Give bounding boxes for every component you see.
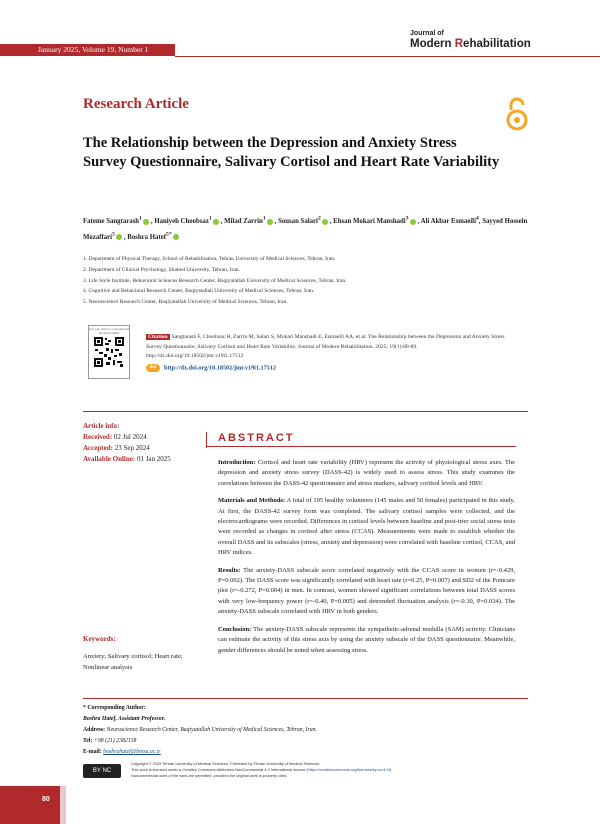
corresponding-rule [83, 698, 528, 699]
journal-big-1: Modern [410, 38, 455, 50]
author-name: Fateme Sangtarash [83, 218, 140, 226]
online-date: 01 Jan 2025 [136, 455, 171, 463]
abstract-rule [206, 446, 516, 447]
received-row [83, 432, 171, 443]
author-name: Sousan Salari [278, 218, 318, 226]
abstract-results [218, 566, 515, 618]
intro-text: Cortisol and heart rate variability (HRV) represent the activity of physiological stress axes. The depression and anxiety stress survey (DASS-42) is widely used to assess stress. This study examines the correlations between the DASS-42 questionnaire and stress markers, salivary cortisol levels and HRV. [218, 459, 516, 487]
corresponding-author [83, 703, 528, 758]
keywords-heading: Keywords: [83, 635, 116, 643]
orcid-icon[interactable] [322, 219, 328, 225]
author-7[interactable] [127, 231, 180, 241]
issue-label: January 2025, Volume 19, Number 1 [38, 45, 149, 54]
author-3[interactable]: Sousan Salari$^2$ , [278, 216, 334, 226]
corresponding-name: Boshra Hatef, Assistant Professor. [83, 716, 166, 722]
citation-text: Sangtarash F, Choobsaz H, Zarrin M, Salari S, Mokari Manshadi E, Esmaeili AA, et al. The Relationship between the Depression and Anxiety Stress Survey Questionnaire, Salivary Cortisol and Heart Rate Variability. Journal of Modern Rehabilitation. 2025; 19(1):80-89. http://dx.doi.org/10.18502/jmr.v19i1.17512 [146, 334, 505, 359]
author-5[interactable]: Ali Akbar Esmaeili$^4$, [420, 216, 483, 226]
qr-code[interactable] [88, 325, 130, 379]
address-label: Address: [83, 727, 106, 733]
author-sup: 4 [475, 216, 479, 222]
accepted-label: Accepted: [83, 444, 113, 452]
author-name: Ali Akbar Esmaeili [420, 218, 476, 226]
journal-big-2: ehabilitation [463, 38, 531, 50]
page-number-strip [60, 786, 66, 824]
citation-block [146, 333, 516, 362]
abstract-methods [218, 496, 515, 558]
conclusion-text: The anxiety-DASS subscale represents the sympathetic-adrenal medulla (SAM) activity. Clinicians can estimate the activity of this stress axis by using the anxiety subscale of the DASS questionnaire. Meanwhile, gender differences should be noted when assessing stress. [218, 625, 515, 654]
affiliation: 1. Department of Physical Therapy, School of Rehabilitation, Tehran University of Medical Sciences, Tehran, Iran. [83, 256, 336, 262]
author-sup: 1 [139, 216, 142, 222]
cc-license-icon[interactable]: BY NC [83, 764, 121, 778]
journal-big [410, 38, 531, 50]
qr-icon [94, 337, 124, 367]
doi-icon: doi [146, 364, 160, 372]
online-label: Available Online: [83, 455, 136, 463]
author-0[interactable]: Fateme Sangtarash$^1$ , [83, 216, 155, 226]
author-name: Sayyed Hossein Mozaffari [83, 218, 528, 241]
results-label: Results: [218, 566, 241, 574]
intro-label: Introduction: [218, 459, 256, 466]
affiliation: 5. Neuroscience Research Center, Baqiyatallah University of Medical Sciences, Tehran, Iran. [83, 299, 288, 306]
page-number: 80 [42, 796, 50, 803]
article-info-heading: Article info: [83, 422, 120, 430]
abstract-body [218, 458, 515, 663]
qr-caption: Use your device to scan and read the article online [89, 327, 129, 335]
orcid-icon[interactable] [213, 219, 219, 225]
tel-value: +98 (21) 2382158 [93, 738, 137, 744]
orcid-icon[interactable] [173, 234, 179, 240]
author-6[interactable]: Sayyed Hossein Mozaffari$^5$ , [83, 218, 528, 241]
author-1[interactable]: Haniyeh Choobsaz$^1$ , [154, 216, 225, 226]
affiliation: 2. Department of Clinical Psychology, Shahed University, Tehran, Iran. [83, 266, 240, 273]
citation-label: Citation [148, 334, 168, 340]
orcid-icon[interactable] [410, 219, 416, 225]
affiliation: 3. Life Style Institute, Behavioral Sciences Research Center, Baqiyatallah University of Medical Sciences, Tehran, Iran. [83, 277, 347, 284]
license-line-2a: This work is licensed under a Creative Commons Attribution-NonCommercial 4.0 International license ( [131, 767, 308, 772]
license-text [131, 761, 521, 779]
doi-link[interactable]: http://dx.doi.org/10.18502/jmr.v19i1.17512 [164, 364, 277, 372]
affiliation: 4. Cognitive and Behavioral Research Center, Baqiyatallah University of Medical Sciences, Tehran, Iran. [83, 288, 315, 295]
abstract-conclusion [218, 625, 515, 656]
journal-big-r: R [454, 38, 464, 50]
journal-logo [410, 30, 531, 50]
accepted-date: 23 Sep 2024 [114, 444, 150, 452]
conclusion-label: Conclusion: [218, 625, 252, 633]
article-title: The Relationship between the Depression and Anxiety Stress Survey Questionnaire, Salivary Cortisol and Heart Rate Variability [83, 135, 500, 170]
author-sup: 1 [262, 216, 266, 222]
author-sup: 5 [112, 231, 115, 238]
orcid-icon[interactable] [116, 234, 122, 240]
online-row [83, 454, 171, 465]
author-2[interactable]: Milad Zarrin$^1$ , [224, 216, 279, 226]
address-value: Neuroscience Research Center, Baqiyatallah University of Medical Sciences, Tehran, Iran. [106, 727, 317, 733]
orcid-icon[interactable] [267, 219, 273, 225]
author-name: Ehsan Mokari Manshadi [333, 218, 406, 226]
author-name: Boshra Hatef [127, 233, 166, 241]
received-date: 02 Jul 2024 [113, 433, 147, 441]
received-label: Received: [83, 433, 113, 441]
article-info [83, 421, 171, 465]
author-sup: 3 [405, 216, 409, 222]
header-rule [175, 56, 600, 57]
methods-label: Materials and Methods: [218, 497, 286, 505]
page-number-box [0, 786, 60, 824]
license-line-3: Noncommercial uses of the work are permitted, provided the original work is properly cited. [131, 773, 288, 778]
issue-banner [0, 44, 175, 56]
abstract-heading: ABSTRACT [218, 432, 295, 444]
results-text: The anxiety-DASS subscale score correlated negatively with the CCAS score in women (r=-0.429, P=0.002). The DASS score was significantly correlated with heart rate (r=0.25, P=0.007) and SD2 of the Poincare plot (r=-0.272, P=0.004) in men. In contrast, women showed significant correlations between total DASS scores with very low-frequency power (r=-0.40, P=0.005) and detrended fluctuation analysis (r=-0.30, P=0.034). The anxiety-DASS subscale correlated with HRV in both genders. [218, 566, 515, 616]
section-divider [83, 411, 528, 412]
license-line-1: Copyright © 2025 Tehran University of Medical Sciences. Published by Tehran University of Medical Sciences [131, 761, 320, 766]
author-name: Haniyeh Choobsaz [154, 218, 209, 226]
orcid-icon[interactable] [143, 219, 149, 225]
open-access-icon [504, 96, 530, 132]
author-sup: 5* [166, 231, 172, 238]
author-4[interactable]: Ehsan Mokari Manshadi$^3$ , [333, 216, 421, 226]
doi-line[interactable] [146, 364, 276, 372]
abstract-intro [218, 458, 515, 489]
email-label: E-mail: [83, 749, 102, 755]
corresponding-heading: * Corresponding Author: [83, 705, 146, 711]
license-link[interactable]: https://creativecommons.org/licenses/by-nc/4.0/ [307, 767, 390, 772]
keywords-text: Anxiety; Salivary cortisol; Heart rate; Nonlinear analysis [83, 653, 183, 671]
author-list [83, 213, 553, 244]
accepted-row [83, 443, 171, 454]
tel-label: Tel: [83, 738, 93, 744]
journal-small: Journal of [410, 30, 444, 37]
article-type: Research Article [83, 96, 189, 112]
methods-text: A total of 195 healthy volunteers (145 males and 50 females) participated in this study. At first, the DASS-42 survey form was completed. The salivary cortisol samples were collected, and the electrocardiograms were recorded. Differences in cortisol levels between baseline and post-trier social stress tests were recorded as changes in cortisol after stress (CCAS). Measurements were made to establish whether the overall DASS and its subscales (stress, anxiety and depression) were correlated with baseline cortisol, CCAS, and HRV indices. [218, 497, 515, 557]
affiliations [83, 254, 553, 308]
author-sup: 1 [208, 216, 212, 222]
license-line-2b: ). [389, 767, 393, 772]
author-name: Milad Zarrin [224, 218, 263, 226]
author-sup: 2 [317, 216, 321, 222]
email-link[interactable]: boshrahatef@bmsu.ac.ir [103, 749, 161, 755]
